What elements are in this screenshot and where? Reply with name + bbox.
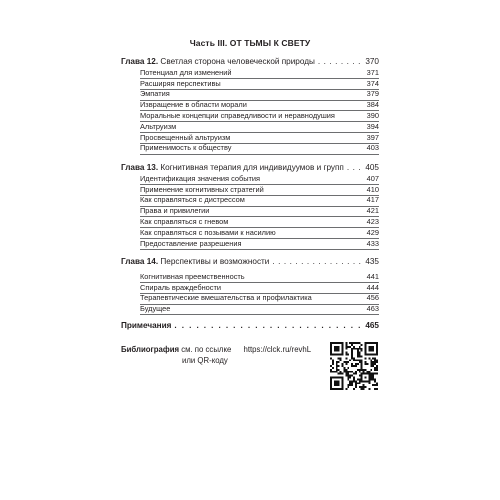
section-title: Спираль враждебности [140, 282, 221, 292]
section-title: Моральные концепции справедливости и неравнодушия [140, 110, 335, 120]
section-title: Потенциал для изменений [140, 67, 232, 77]
notes-title: Примечания [121, 321, 172, 330]
qr-code-icon[interactable] [330, 342, 378, 390]
section-title: Как справляться с позывами к насилию [140, 227, 276, 237]
page-number: 429 [366, 227, 379, 237]
page-number: 463 [366, 304, 379, 314]
section-title: Применение когнитивных стратегий [140, 184, 264, 194]
toc-section[interactable] [121, 206, 379, 217]
toc-section[interactable] [121, 68, 379, 79]
toc-notes[interactable] [121, 321, 379, 332]
toc-section[interactable] [121, 89, 379, 100]
section-title: Как справляться с дистрессом [140, 195, 245, 205]
bibliography-link[interactable]: https://clck.ru/revhL [243, 345, 312, 354]
toc-section[interactable] [121, 304, 379, 315]
page-number: 370 [365, 57, 379, 66]
page-number: 397 [366, 132, 379, 142]
page-number: 444 [366, 282, 379, 292]
toc-section[interactable] [121, 228, 379, 239]
section-title: Эмпатия [140, 89, 170, 99]
toc-chapter-12[interactable] [121, 57, 379, 68]
chapter-label: Глава 14. [121, 257, 159, 266]
page-number: 441 [366, 271, 379, 281]
toc-section[interactable] [121, 143, 379, 154]
chapter-13-block [121, 163, 379, 249]
bibliography-text-2: или QR-коду [182, 355, 228, 365]
page-number: 405 [365, 163, 379, 172]
section-title: Как справляться с гневом [140, 216, 229, 226]
section-title: Просвещенный альтруизм [140, 132, 231, 142]
toc-section[interactable] [121, 133, 379, 144]
toc-section[interactable] [121, 293, 379, 304]
chapter-12-block [121, 57, 379, 154]
toc-chapter-14[interactable] [121, 257, 379, 268]
page-number: 390 [366, 110, 379, 120]
leader-dots [272, 257, 362, 268]
page-number: 423 [366, 216, 379, 226]
section-title: Права и привилегии [140, 206, 210, 216]
chapter-14-block [121, 257, 379, 315]
page-number: 379 [366, 89, 379, 99]
section-title: Терапевтические вмешательства и профилактика [140, 293, 312, 303]
toc-section[interactable] [121, 79, 379, 90]
section-title: Предоставление разрешения [140, 238, 242, 248]
page-number: 435 [365, 257, 379, 266]
bibliography-heading: Библиография [121, 345, 180, 354]
section-title: Расширяя перспективы [140, 78, 221, 88]
chapter-title: Когнитивная терапия для индивидуумов и групп [160, 163, 344, 172]
toc-section[interactable] [121, 174, 379, 185]
toc-section[interactable] [121, 272, 379, 283]
page-number: 384 [366, 100, 379, 110]
chapter-title: Перспективы и возможности [160, 257, 270, 266]
toc-section[interactable] [121, 111, 379, 122]
chapter-title: Светлая сторона человеческой природы [160, 57, 315, 66]
toc-section[interactable] [121, 195, 379, 206]
section-title: Применимость к обществу [140, 143, 232, 153]
page-number: 433 [366, 238, 379, 248]
toc-section[interactable] [121, 239, 379, 250]
part-title: Часть III. ОТ ТЬМЫ К СВЕТУ [189, 38, 311, 48]
toc-section[interactable] [121, 217, 379, 228]
toc-chapter-13[interactable] [121, 163, 379, 174]
page-number: 407 [366, 173, 379, 183]
section-title: Будущее [140, 304, 171, 314]
page-number: 394 [366, 121, 379, 131]
bibliography-text: см. по ссылке [181, 345, 232, 354]
chapter-label: Глава 13. [121, 163, 159, 172]
section-title: Идентификация значения события [140, 173, 261, 183]
section-title: Когнитивная преемственность [140, 271, 245, 281]
page-number: 417 [366, 195, 379, 205]
leader-dots [318, 57, 362, 68]
page-number: 465 [365, 321, 379, 330]
page-number: 403 [366, 143, 379, 153]
page-number: 410 [366, 184, 379, 194]
page-number: 374 [366, 78, 379, 88]
page-number: 456 [366, 293, 379, 303]
page-number: 371 [366, 67, 379, 77]
leader-dots [347, 163, 362, 174]
chapter-label: Глава 12. [121, 57, 159, 66]
toc-section[interactable] [121, 100, 379, 111]
section-title: Альтруизм [140, 121, 177, 131]
section-title: Извращение в области морали [140, 100, 247, 110]
toc-section[interactable] [121, 283, 379, 294]
toc-section[interactable] [121, 185, 379, 196]
bibliography [121, 345, 331, 366]
page-number: 421 [366, 206, 379, 216]
toc-section[interactable] [121, 122, 379, 133]
leader-dots [174, 321, 362, 332]
notes-block [121, 321, 379, 332]
